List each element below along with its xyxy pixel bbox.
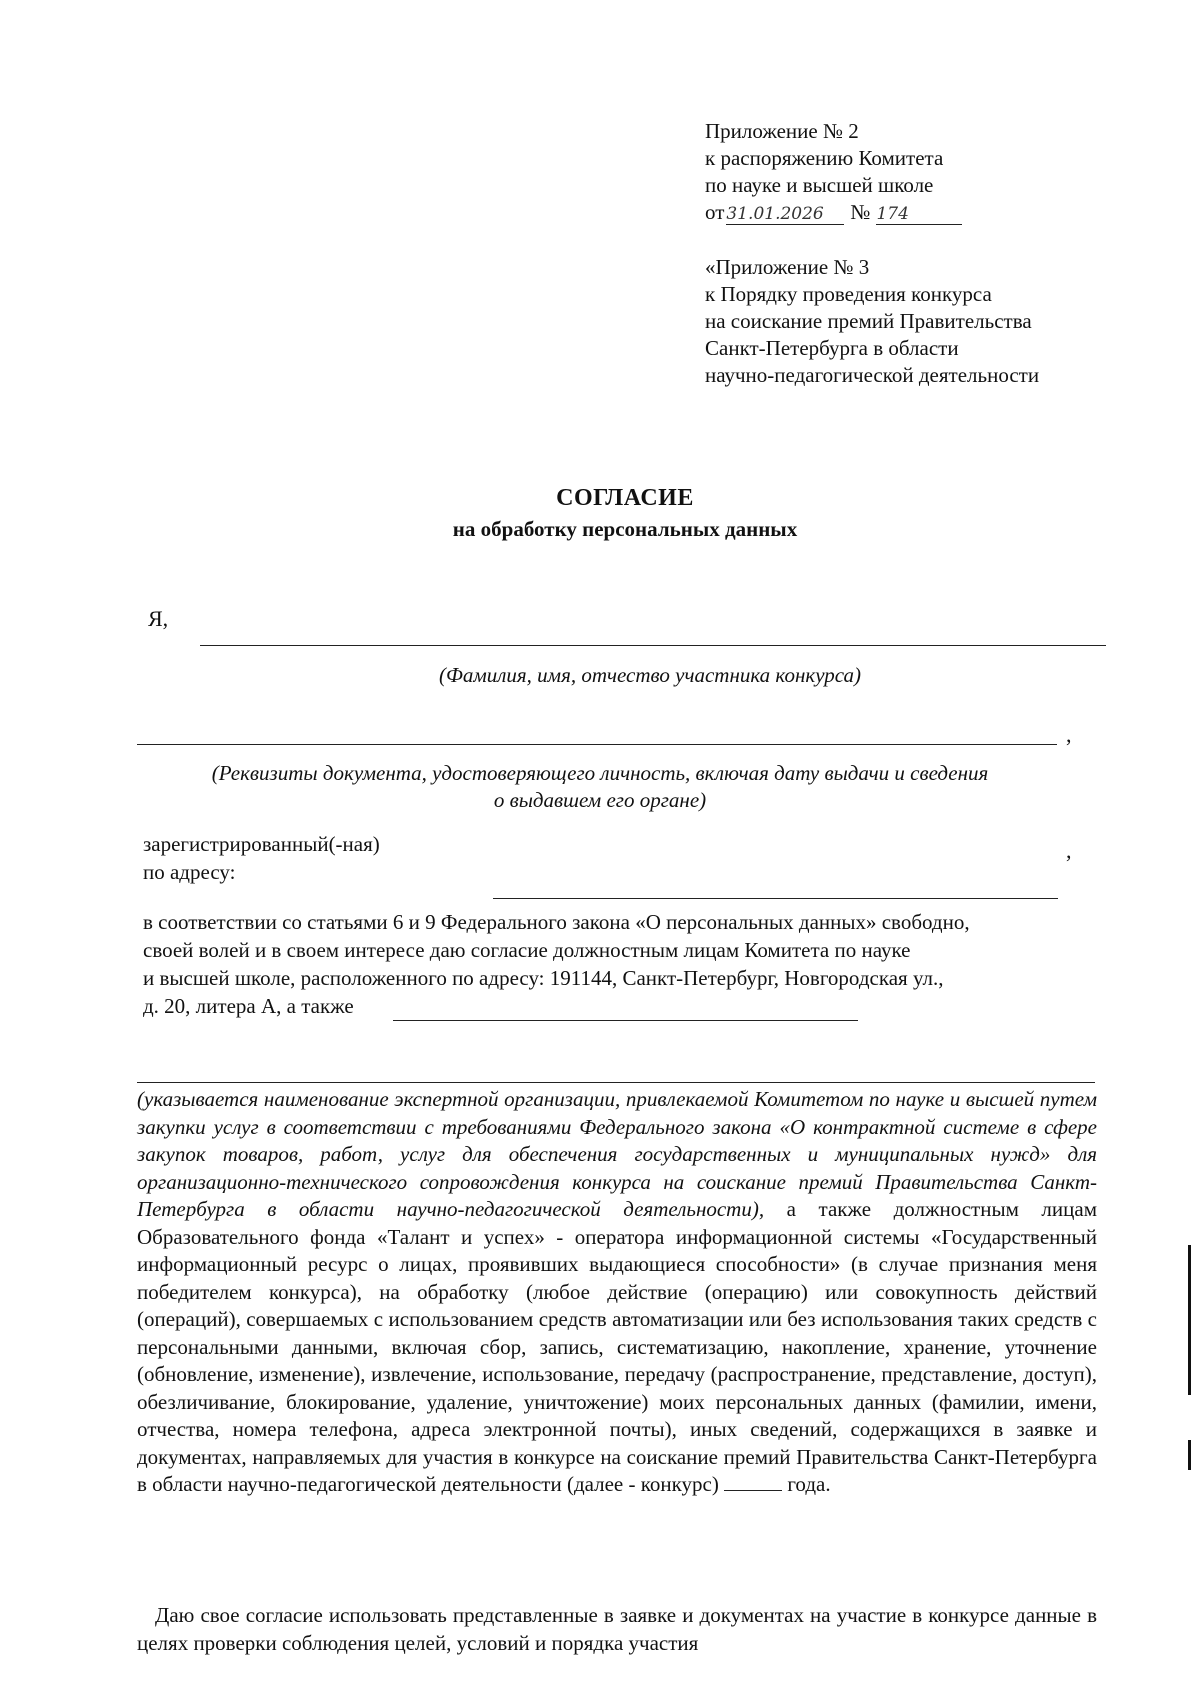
consent-year-suffix: года. (782, 1472, 831, 1496)
consent-main-text: а также должностным лицам Образовательного фонда «Талант и успех» - оператора информационной системы «Государственный информационный ресурс о лицах, проявивших выдающиеся способности» (в случае признания меня победителем конкурса), на обработку (любое действие (операцию) или совокупность действий (операций), совершаемых с использованием средств автоматизации или без использования таких средств с персональными данными, включая сбор, запись, систематизацию, накопление, хранение, уточнение (обновление, изменение), извлечение, использование, передачу (распространение, представление, доступ), обезличивание, блокирование, удаление, уничтожение) моих персональных данных (фамилии, имени, отчества, номера телефона, адреса электронной почты), иных сведений, содержащихся в заявке и документах, направляемых для участия в конкурсе на соискание премий Правительства Санкт-Петербурга в области научно-педагогической деятельности (далее - конкурс) (137, 1197, 1097, 1496)
registered-label (143, 830, 380, 886)
registered-line1: зарегистрированный(-ная) (143, 832, 380, 856)
document-caption-line2: о выдавшем его органе) (493, 788, 707, 812)
appendix-3-line4: Санкт-Петербурга в области (705, 336, 959, 360)
expert-organization-note: (указывается наименование экспертной организации, привлекаемой Комитетом по науке и высшей путем закупки услуг в соответствии с требованиями Федерального закона «О контрактной системе в сфере закупок товаров, работ, услуг для обеспечения государственных и муниципальных нужд» для организационно-технического сопровождения конкурса на соискание премий Правительства Санкт-Петербурга в области научно-педагогической деятельности), (137, 1087, 1097, 1221)
name-field-line[interactable] (200, 645, 1106, 646)
organization-field-line[interactable] (393, 1020, 858, 1021)
appendix-2-date-line (705, 199, 962, 226)
appendix-2-line2: к распоряжению Комитета (705, 146, 944, 170)
consent-paragraph-3: Даю свое согласие использовать представленные в заявке и документах на участие в конкурсе данные в целях проверки соблюдения целей, условий и порядка участия (137, 1603, 1097, 1655)
document-field-comma: , (1066, 722, 1072, 747)
appendix-3-line3: на соискание премий Правительства (705, 309, 1032, 333)
address-field-line[interactable] (493, 898, 1058, 899)
number-label: № (850, 200, 871, 224)
scan-margin-mark-small (1188, 1440, 1191, 1470)
document-field-line[interactable] (137, 744, 1057, 745)
consent-paragraph-1 (143, 908, 1097, 1020)
appendix-3-line5: научно-педагогической деятельности (705, 363, 1040, 387)
appendix-2-line3: по науке и высшей школе (705, 173, 934, 197)
document-subtitle: на обработку персональных данных (452, 517, 798, 541)
year-field-blank[interactable] (724, 1472, 782, 1491)
handwritten-number: 174 (876, 204, 962, 225)
appendix-2-line1: Приложение № 2 (705, 119, 859, 143)
registered-line2: по адресу: (143, 860, 236, 884)
appendix-3-line1: «Приложение № 3 (705, 255, 870, 279)
p1-line1: в соответствии со статьями 6 и 9 Федерального закона «О персональных данных» свободно, (143, 910, 970, 934)
document-caption-line1: (Реквизиты документа, удостоверяющего личность, включая дату выдачи и сведения (211, 761, 989, 785)
p1-line2: своей волей и в своем интересе даю согласие должностным лицам Комитета по науке (143, 938, 911, 962)
address-field-comma: , (1066, 838, 1072, 863)
p1-line4: д. 20, литера А, а также (143, 994, 354, 1018)
p1-line3: и высшей школе, расположенного по адресу: 191144, Санкт-Петербург, Новгородская ул., (143, 966, 944, 990)
document-field-caption (140, 760, 1060, 814)
appendix-2-block (705, 118, 962, 226)
consent-main-paragraph (137, 1086, 1097, 1499)
ya-label: Я, (148, 606, 169, 631)
from-label: от (705, 200, 725, 224)
handwritten-date: 31.01.2026 (726, 204, 844, 225)
appendix-3-line2: к Порядку проведения конкурса (705, 282, 992, 306)
document-title: СОГЛАСИЕ (556, 485, 694, 511)
expert-organization-field-line[interactable] (137, 1082, 1095, 1083)
appendix-3-block (705, 254, 1039, 389)
name-field-caption: (Фамилия, имя, отчество участника конкурса) (438, 663, 862, 687)
scan-margin-mark (1188, 1245, 1191, 1395)
